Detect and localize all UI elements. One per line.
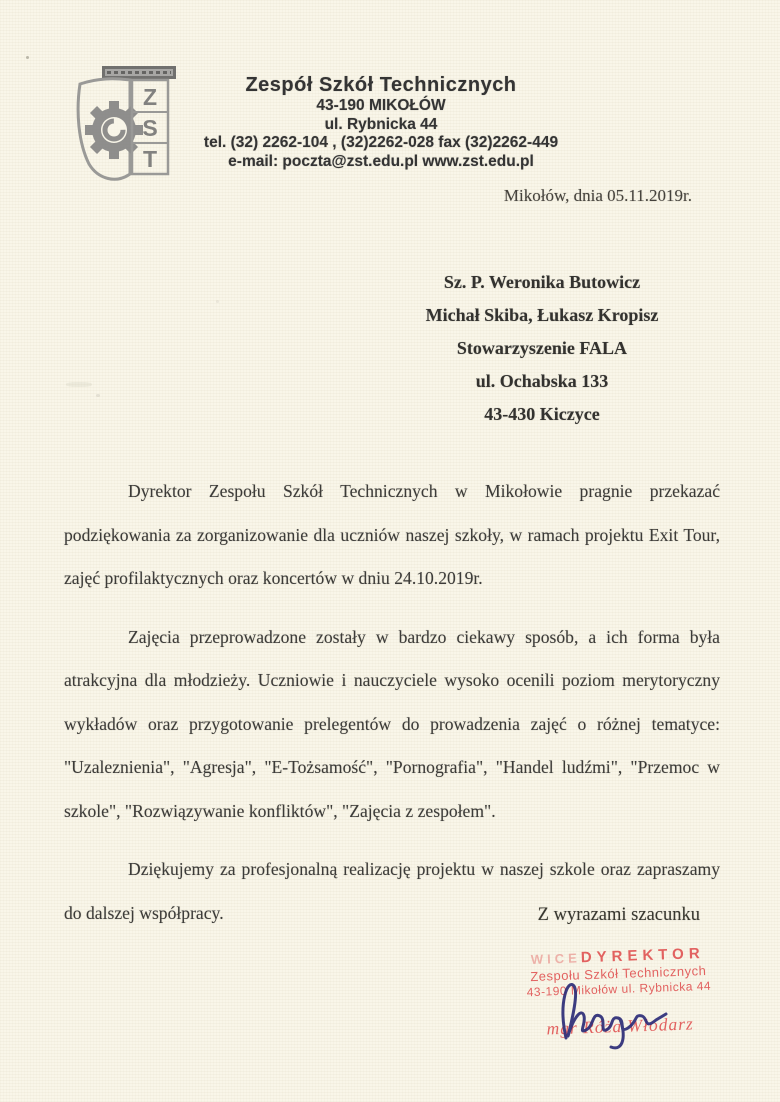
scan-speck [26, 56, 29, 59]
letter-body [64, 470, 720, 950]
scan-speck [96, 394, 100, 397]
recipient-line: ul. Ochabska 133 [475, 371, 609, 391]
stamp-title-prefix: WICE [530, 950, 582, 968]
stamp-title-main: DYREKTOR [580, 944, 705, 967]
dateline: Mikołów, dnia 05.11.2019r. [503, 186, 692, 205]
scan-speck [216, 300, 219, 303]
closing-salutation: Z wyrazami szacunku [537, 905, 700, 925]
recipient-line: 43-430 Kiczyce [484, 404, 600, 424]
school-email-web: e-mail: poczta@zst.edu.pl www.zst.edu.pl [228, 152, 534, 170]
scan-smudge [66, 382, 92, 387]
handwritten-signature [548, 972, 678, 1058]
logo-letter-s: S [142, 115, 158, 141]
school-name: Zespół Szkół Technicznych [245, 74, 517, 96]
recipient-line: Sz. P. Weronika Butowicz [443, 272, 641, 292]
school-phone-fax: tel. (32) 2262-104 , (32)2262-028 fax (32)2262-449 [203, 134, 559, 151]
stamp-school-line: Zespołu Szkół Technicznych [530, 962, 707, 985]
recipient-block [392, 266, 692, 431]
school-postal: 43-190 MIKOŁÓW [316, 97, 446, 114]
paragraph-1: Dyrektor Zespołu Szkół Technicznych w Mikołowie pragnie przekazać podziękowania za zorganizowanie dla uczniów naszej szkoły, w ramach projektu Exit Tour, zajęć profilaktycznych oraz koncertów w dniu 24.10.2019r. [64, 481, 720, 588]
recipient-line: Michał Skiba, Łukasz Kropisz [425, 305, 659, 325]
paragraph-3: Dziękujemy za profesjonalną realizację projektu w naszej szkole oraz zapraszamy do dalszej współpracy. [64, 859, 720, 923]
recipient-line: Stowarzyszenie FALA [456, 338, 628, 358]
stamp-signatory-name: mgr Róża Włodarz [546, 1013, 695, 1039]
paragraph-2: Zajęcia przeprowadzone zostały w bardzo ciekawy sposób, a ich forma była atrakcyjna dla młodzieży. Uczniowie i nauczyciele wysoko ocenili poziom merytoryczny wykładów oraz przygotowanie prelegentów do prowadzenia zajęć o różnej tematyce: "Uzaleznienia", "Agresja", "E-Tożsamość", "Pornografia", "Handel ludźmi", "Przemoc w szkole", "Rozwiązywanie konfliktów", "Zajęcia z zespołem". [64, 626, 720, 821]
school-street: ul. Rybnicka 44 [324, 115, 438, 133]
logo-letter-t: T [142, 146, 158, 172]
logo-letter-z: Z [142, 84, 158, 110]
stamp-address-line: 43-190 Mikołów ul. Rybnicka 44 [526, 978, 712, 1000]
letterhead [0, 74, 762, 171]
